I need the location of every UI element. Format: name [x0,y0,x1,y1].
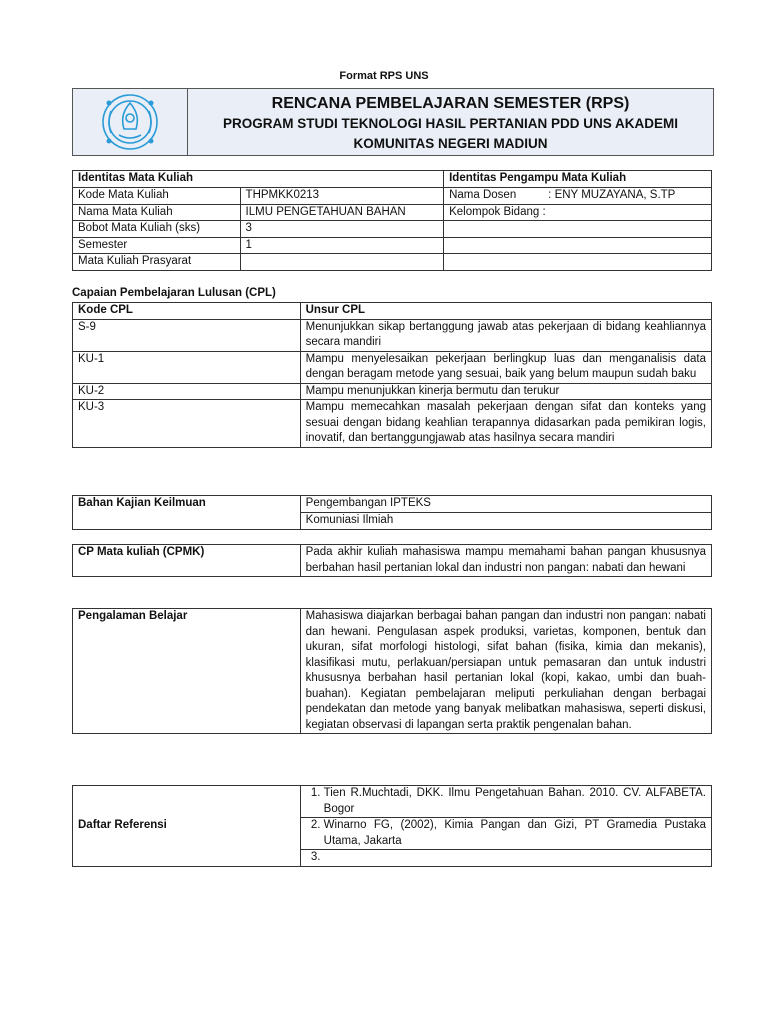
cpl-code-header: Kode CPL [73,303,301,320]
referensi-item [300,850,711,867]
course-identity-header: Identitas Mata Kuliah [73,171,444,188]
lecturer-field [444,254,712,271]
cpl-section-title: Capaian Pembelajaran Lulusan (CPL) [72,287,276,299]
cpl-code: KU-2 [73,383,301,400]
format-label: Format RPS UNS [339,70,429,82]
cpl-desc: Mampu memecahkan masalah pekerjaan dengan sifat dan konteks yang sesuai dengan bidang keahlian terapannya didasarkan pada pemikiran logis, inovatif, dan bertanggungjawab atas hasilnya secara mandiri [300,400,711,448]
identity-value: THPMKK0213 [240,188,444,205]
lecturer-field [444,221,712,238]
bahan-kajian-table [72,495,712,530]
identity-value [240,254,444,271]
reference-entry: 1. Tien R.Muchtadi, DKK. Ilmu Pengetahuan Bahan. 2010. CV. ALFABETA. Bogor [324,786,706,817]
university-logo-icon [97,91,163,153]
cpl-desc: Mampu menyelesaikan pekerjaan berlingkup luas dan menganalisis data dengan beragam metode yang sesuai, baik yang belum maupun sudah baku [300,351,711,383]
cpmk-label: CP Mata kuliah (CPMK) [73,545,301,577]
cpl-table [72,302,712,448]
referensi-item [300,786,711,818]
cpl-desc: Mampu menunjukkan kinerja bermutu dan terukur [300,383,711,400]
lecturer-identity-header: Identitas Pengampu Mata Kuliah [444,171,712,188]
reference-entry: 2. Winarno FG, (2002), Kimia Pangan dan Gizi, PT Gramedia Pustaka Utama, Jakarta [324,818,706,849]
document-header [72,88,714,156]
lecturer-field [444,237,712,254]
identity-label: Semester [73,237,241,254]
lecturer-field: Nama Dosen : ENY MUZAYANA, S.TP [444,188,712,205]
program-subtitle-line2: KOMUNITAS NEGERI MADIUN [353,136,548,151]
cpl-desc: Menunjukkan sikap bertanggung jawab atas pekerjaan di bidang keahliannya secara mandiri [300,319,711,351]
identity-value: ILMU PENGETAHUAN BAHAN [240,204,444,221]
cpl-code: KU-3 [73,400,301,448]
referensi-item [300,818,711,850]
bahan-kajian-item: Komuniasi Ilmiah [300,513,711,530]
program-subtitle-line1: PROGRAM STUDI TEKNOLOGI HASIL PERTANIAN PDD UNS AKADEMI [222,116,678,131]
referensi-table [72,785,712,867]
identity-label: Mata Kuliah Prasyarat [73,254,241,271]
bahan-kajian-item: Pengembangan IPTEKS [300,496,711,513]
lecturer-field: Kelompok Bidang : [444,204,712,221]
cpl-desc-header: Unsur CPL [300,303,711,320]
identity-label: Nama Mata Kuliah [73,204,241,221]
identity-label: Kode Mata Kuliah [73,188,241,205]
pengalaman-text: Mahasiswa diajarkan berbagai bahan pangan dan industri non pangan: nabati dan hewani. Pengulasan aspek produksi, varietas, komponen, bentuk dan ukuran, sifat morfologi histologi, sifat bahan (fisika, kimia dan mekanis), klasifikasi mutu, perlakuan/persiapan untuk pemasaran dan untuk industri khususnya berbahan hasil pertanian lokal (kopi, kakao, umbi dan buah-buahan). Kegiatan pembelajaran meliputi perkuliahan dengan berbagai pendekatan dan metode yang banyak melibatkan mahasiswa, seperti diskusi, kegiatan observasi di lapangan serta praktik pengenalan bahan. [300,609,711,734]
cpl-code: S-9 [73,319,301,351]
cpl-code: KU-1 [73,351,301,383]
pengalaman-label: Pengalaman Belajar [73,609,301,734]
identity-value: 3 [240,221,444,238]
pengalaman-table [72,608,712,734]
title-block [188,89,713,155]
cpmk-table [72,544,712,577]
page-title: RENCANA PEMBELAJARAN SEMESTER (RPS) [271,95,630,112]
identity-label: Bobot Mata Kuliah (sks) [73,221,241,238]
cpmk-text: Pada akhir kuliah mahasiswa mampu memahami bahan pangan khususnya berbahan hasil pertanian lokal dan industri non pangan: nabati dan hewani [300,545,711,577]
reference-entry [324,850,706,866]
referensi-label: Daftar Referensi [73,786,301,867]
identity-table [72,170,712,271]
bahan-kajian-label: Bahan Kajian Keilmuan [73,496,301,530]
university-logo [73,89,188,155]
identity-value: 1 [240,237,444,254]
